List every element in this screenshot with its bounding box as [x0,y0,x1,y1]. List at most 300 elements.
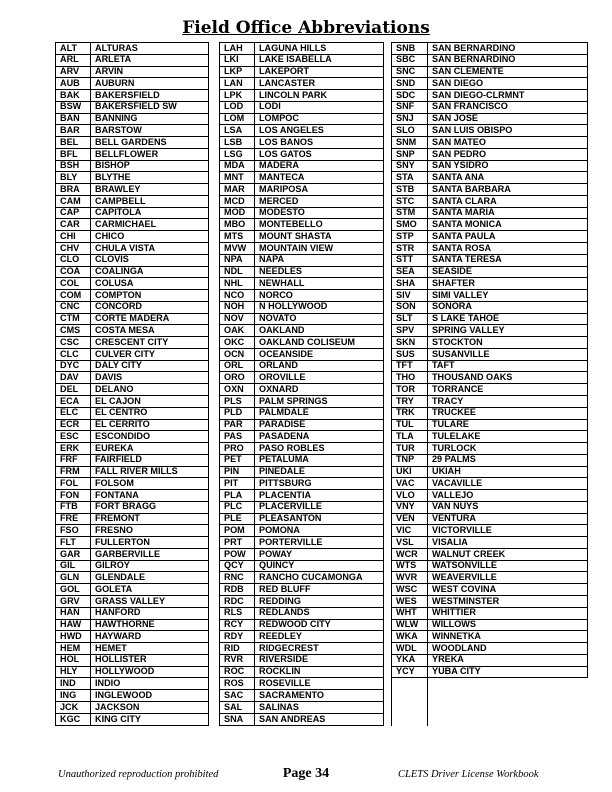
column-gap [384,419,392,431]
office-name: ARVIN [91,66,209,78]
column-gap [384,595,392,607]
column-gap [384,254,392,266]
office-code: ROS [220,678,255,690]
table-row [56,113,588,125]
office-code: PIT [220,478,255,490]
office-name: WOODLAND [428,643,588,655]
office-name: SANTA MARIA [428,207,588,219]
office-name: BARSTOW [91,125,209,137]
office-code: BEL [56,137,91,149]
office-code: TRK [392,407,428,419]
office-code: WSC [392,584,428,596]
table-row [56,607,588,619]
office-code: RVR [220,654,255,666]
office-name: VISALIA [428,537,588,549]
office-name: RIVERSIDE [255,654,384,666]
office-code: SND [392,78,428,90]
office-code: NOH [220,301,255,313]
column-gap [209,419,220,431]
table-row [56,572,588,584]
office-name: LANCASTER [255,78,384,90]
office-code: RNC [220,572,255,584]
column-gap [209,548,220,560]
office-name: RED BLUFF [255,584,384,596]
office-code: CNC [56,301,91,313]
office-name: MANTECA [255,172,384,184]
office-name: BAKERSFIELD SW [91,101,209,113]
office-code: AUB [56,78,91,90]
column-gap [209,537,220,549]
office-code: BSW [56,101,91,113]
column-gap [209,631,220,643]
office-name: SAN YSIDRO [428,160,588,172]
table-row [56,43,588,55]
office-name: REDDING [255,595,384,607]
column-gap [209,266,220,278]
column-gap [209,501,220,513]
office-code: SAL [220,701,255,713]
office-code: PET [220,454,255,466]
office-code: COM [56,290,91,302]
column-gap [384,666,392,678]
column-gap [209,90,220,102]
office-name: CARMICHAEL [91,219,209,231]
column-gap [209,701,220,713]
table-row [56,348,588,360]
office-name: HOLLYWOOD [91,666,209,678]
table-row [56,184,588,196]
office-code: RDC [220,595,255,607]
office-code: VAC [392,478,428,490]
column-gap [384,478,392,490]
office-name: SONORA [428,301,588,313]
office-name: REDWOOD CITY [255,619,384,631]
office-code: ING [56,690,91,702]
office-name: SAN FRANCISCO [428,101,588,113]
office-code: STM [392,207,428,219]
office-name: SANTA CLARA [428,195,588,207]
table-row [56,360,588,372]
office-name: NEWHALL [255,278,384,290]
office-name: SANTA TERESA [428,254,588,266]
office-name: TULARE [428,419,588,431]
office-code: FOL [56,478,91,490]
office-code: LOM [220,113,255,125]
office-name: SANTA PAULA [428,231,588,243]
office-name: PETALUMA [255,454,384,466]
office-name: LINCOLN PARK [255,90,384,102]
office-name: WHITTIER [428,607,588,619]
office-name: FAIRFIELD [91,454,209,466]
column-gap [384,219,392,231]
office-code: SAC [220,690,255,702]
office-name: OAKLAND [255,325,384,337]
office-name: YREKA [428,654,588,666]
column-gap [384,125,392,137]
table-row [56,207,588,219]
table-row [56,372,588,384]
office-code: MNT [220,172,255,184]
table-row [56,90,588,102]
column-gap [384,290,392,302]
office-name: VICTORVILLE [428,525,588,537]
office-name: BELLFLOWER [91,148,209,160]
column-gap [384,701,392,713]
office-code: PLE [220,513,255,525]
office-code: GRV [56,595,91,607]
office-name: RIDGECREST [255,643,384,655]
office-name: TRACY [428,395,588,407]
office-name: WEST COVINA [428,584,588,596]
table-row [56,619,588,631]
table-row [56,243,588,255]
office-name: SACRAMENTO [255,690,384,702]
office-name: BANNING [91,113,209,125]
office-code: FRE [56,513,91,525]
column-gap [384,501,392,513]
table-row [56,537,588,549]
office-code: OAK [220,325,255,337]
office-code: COL [56,278,91,290]
office-code: CLC [56,348,91,360]
office-code: POM [220,525,255,537]
column-gap [384,301,392,313]
column-gap [384,148,392,160]
office-code: CMS [56,325,91,337]
column-gap [209,184,220,196]
table-row [56,713,588,725]
office-code: RDY [220,631,255,643]
office-code: RDB [220,584,255,596]
office-name: WALNUT CREEK [428,548,588,560]
table-row [56,548,588,560]
column-gap [384,643,392,655]
office-code [392,678,428,690]
office-code: CHV [56,243,91,255]
office-name: MERCED [255,195,384,207]
office-name: FRESNO [91,525,209,537]
office-code: FTB [56,501,91,513]
office-code: VIC [392,525,428,537]
office-name: PALM SPRINGS [255,395,384,407]
office-code: FLT [56,537,91,549]
office-name: CORTE MADERA [91,313,209,325]
office-code: ALT [56,43,91,55]
column-gap [209,666,220,678]
office-name: REEDLEY [255,631,384,643]
column-gap [384,113,392,125]
office-code: POW [220,548,255,560]
column-gap [384,384,392,396]
office-name: LAKE ISABELLA [255,54,384,66]
column-gap [384,513,392,525]
office-name: SAN MATEO [428,137,588,149]
column-gap [209,572,220,584]
office-name: HOLLISTER [91,654,209,666]
office-name: FONTANA [91,490,209,502]
column-gap [209,313,220,325]
office-code: STP [392,231,428,243]
table-row [56,690,588,702]
table-row [56,266,588,278]
column-gap [384,348,392,360]
footer-page-number: Page 34 [282,766,330,781]
office-code: PIN [220,466,255,478]
office-code: ECR [56,419,91,431]
office-code: IND [56,678,91,690]
column-gap [384,631,392,643]
table-row [56,66,588,78]
office-code: OXN [220,384,255,396]
column-gap [209,560,220,572]
office-name: DELANO [91,384,209,396]
office-name: MOUNT SHASTA [255,231,384,243]
office-code: SNA [220,713,255,725]
office-name: EUREKA [91,443,209,455]
column-gap [384,407,392,419]
office-code: MVW [220,243,255,255]
office-code: WKA [392,631,428,643]
office-name: PITTSBURG [255,478,384,490]
office-code: PLD [220,407,255,419]
column-gap [209,584,220,596]
office-code: GOL [56,584,91,596]
office-code: MAR [220,184,255,196]
column-gap [209,101,220,113]
office-code: ARV [56,66,91,78]
office-code: SMO [392,219,428,231]
table-row [56,701,588,713]
office-name: MARIPOSA [255,184,384,196]
office-code: BFL [56,148,91,160]
column-gap [384,43,392,55]
office-name: ALTURAS [91,43,209,55]
office-code: SIV [392,290,428,302]
office-name: GOLETA [91,584,209,596]
office-code: HLY [56,666,91,678]
office-code: ESC [56,431,91,443]
column-gap [209,478,220,490]
table-row [56,525,588,537]
office-name: EL CENTRO [91,407,209,419]
office-name: ROCKLIN [255,666,384,678]
office-name: POMONA [255,525,384,537]
office-name: OROVILLE [255,372,384,384]
office-code: STC [392,195,428,207]
office-name: LOMPOC [255,113,384,125]
office-code: FRM [56,466,91,478]
office-name: EL CAJON [91,395,209,407]
office-name: NEEDLES [255,266,384,278]
office-name: GRASS VALLEY [91,595,209,607]
office-code: CAR [56,219,91,231]
column-gap [384,490,392,502]
office-name: BELL GARDENS [91,137,209,149]
office-code: HAW [56,619,91,631]
office-name: THOUSAND OAKS [428,372,588,384]
office-name: HANFORD [91,607,209,619]
office-name: SANTA BARBARA [428,184,588,196]
office-name: FULLERTON [91,537,209,549]
office-code: SON [392,301,428,313]
column-gap [384,372,392,384]
office-code: WLW [392,619,428,631]
table-row [56,148,588,160]
table-row [56,666,588,678]
table-row [56,595,588,607]
table-row [56,231,588,243]
office-name: LAKEPORT [255,66,384,78]
office-name: SANTA ROSA [428,243,588,255]
office-name: ORLAND [255,360,384,372]
office-code: WDL [392,643,428,655]
office-code: TUL [392,419,428,431]
column-gap [384,395,392,407]
office-name: DALY CITY [91,360,209,372]
office-name: SHAFTER [428,278,588,290]
office-name: VAN NUYS [428,501,588,513]
office-code: GLN [56,572,91,584]
office-code: MOD [220,207,255,219]
office-code: SNF [392,101,428,113]
office-code: JCK [56,701,91,713]
office-code: OKC [220,337,255,349]
office-name: VACAVILLE [428,478,588,490]
table-row [56,337,588,349]
office-name: SAN DIEGO [428,78,588,90]
column-gap [384,690,392,702]
abbreviations-table [55,42,588,726]
office-name: POWAY [255,548,384,560]
column-gap [384,231,392,243]
office-name: NAPA [255,254,384,266]
office-name: CAMPBELL [91,195,209,207]
column-gap [384,572,392,584]
office-code: LAH [220,43,255,55]
office-name: WILLOWS [428,619,588,631]
column-gap [209,372,220,384]
column-gap [384,678,392,690]
office-name: PLACENTIA [255,490,384,502]
office-code: SUS [392,348,428,360]
column-gap [209,337,220,349]
office-code: LOD [220,101,255,113]
office-name: SANTA MONICA [428,219,588,231]
office-code: HEM [56,643,91,655]
office-code: LPK [220,90,255,102]
office-name: WEAVERVILLE [428,572,588,584]
office-name: HAYWARD [91,631,209,643]
table-row [56,219,588,231]
office-name: MOUNTAIN VIEW [255,243,384,255]
office-name: COSTA MESA [91,325,209,337]
column-gap [384,101,392,113]
table-row [56,78,588,90]
office-name: OAKLAND COLISEUM [255,337,384,349]
table-row [56,454,588,466]
office-code: STB [392,184,428,196]
office-code: COA [56,266,91,278]
column-gap [384,337,392,349]
office-code: SNY [392,160,428,172]
column-gap [384,278,392,290]
column-gap [384,584,392,596]
office-code: VNY [392,501,428,513]
column-gap [209,384,220,396]
table-row [56,137,588,149]
office-name: SAN JOSE [428,113,588,125]
office-code [392,713,428,725]
office-name: LOS BANOS [255,137,384,149]
office-code: SNJ [392,113,428,125]
office-code: LKI [220,54,255,66]
office-code: ROC [220,666,255,678]
office-code: STR [392,243,428,255]
table-row [56,290,588,302]
office-code: NHL [220,278,255,290]
office-code: HAN [56,607,91,619]
column-gap [209,407,220,419]
column-gap [384,560,392,572]
office-code: TRY [392,395,428,407]
office-name: SPRING VALLEY [428,325,588,337]
office-name: SAN DIEGO-CLRMNT [428,90,588,102]
column-gap [209,595,220,607]
office-code: LSA [220,125,255,137]
column-gap [209,43,220,55]
office-name: CLOVIS [91,254,209,266]
column-gap [384,66,392,78]
office-code: RCY [220,619,255,631]
footer-disclaimer: Unauthorized reproduction prohibited [58,769,219,780]
office-code: DAV [56,372,91,384]
column-gap [209,454,220,466]
office-code: CTM [56,313,91,325]
page-title: Field Office Abbreviations [182,18,430,38]
column-gap [384,184,392,196]
table-row [56,501,588,513]
office-name: WINNETKA [428,631,588,643]
office-name: TAFT [428,360,588,372]
office-code: FON [56,490,91,502]
office-code: NDL [220,266,255,278]
office-code: TNP [392,454,428,466]
column-gap [209,360,220,372]
office-code: SHA [392,278,428,290]
office-name: SAN BERNARDINO [428,43,588,55]
office-code: GIL [56,560,91,572]
office-name: FALL RIVER MILLS [91,466,209,478]
table-row [56,466,588,478]
column-gap [384,466,392,478]
office-name: REDLANDS [255,607,384,619]
office-name: LOS ANGELES [255,125,384,137]
office-name: STOCKTON [428,337,588,349]
column-gap [209,466,220,478]
table-row [56,125,588,137]
office-name: PARADISE [255,419,384,431]
office-name: TURLOCK [428,443,588,455]
office-name [428,701,588,713]
column-gap [209,619,220,631]
office-name: ROSEVILLE [255,678,384,690]
column-gap [384,654,392,666]
column-gap [209,172,220,184]
column-gap [384,325,392,337]
office-name: SAN BERNARDINO [428,54,588,66]
column-gap [209,254,220,266]
office-name: NORCO [255,290,384,302]
